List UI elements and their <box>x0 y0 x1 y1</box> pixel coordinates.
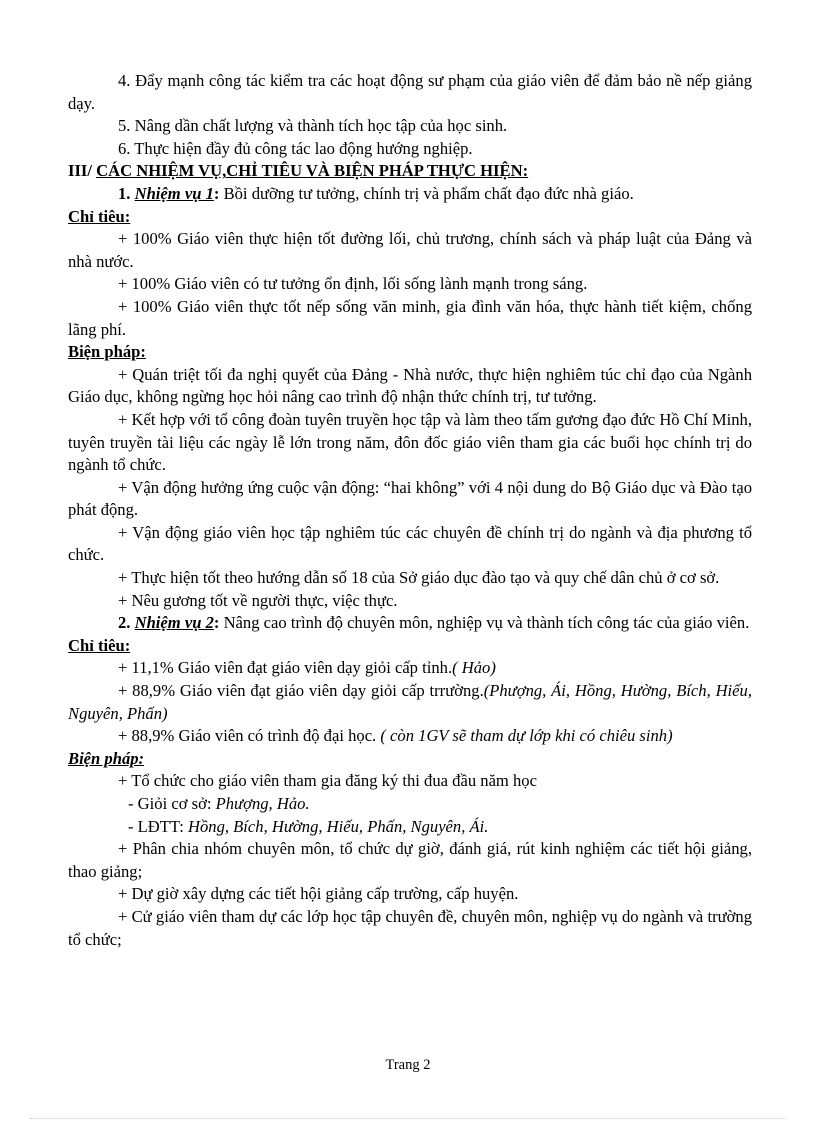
task1-measure-label: Biện pháp: <box>68 342 146 362</box>
task1-measure-6: + Nêu gương tốt về người thực, việc thực. <box>118 590 398 610</box>
task2-target-2: + 88,9% Giáo viên đạt giáo viên dạy giỏi cấp trrường.(Phượng, Ái, Hồng, Hường, Bích, Hiếu, Nguyên, Phấn) <box>68 681 752 723</box>
task1-measure-5: + Thực hiện tốt theo hướng dẫn số 18 của Sở giáo dục đào tạo và quy chế dân chủ ở cơ sở. <box>118 568 720 588</box>
task2-target-3: + 88,9% Giáo viên có trình độ đại học. ( còn 1GV sẽ tham dự lớp khi có chiêu sinh) <box>118 726 673 746</box>
task2-target-1: + 11,1% Giáo viên đạt giáo viên dạy giỏi cấp tỉnh.( Hảo) <box>118 658 496 678</box>
task1-target-label: Chỉ tiêu: <box>68 206 131 226</box>
page-edge-divider <box>30 1118 786 1119</box>
task2-measure-1a: - Giỏi cơ sở: Phượng, Hảo. <box>128 794 310 813</box>
task2-measure-1: + Tổ chức cho giáo viên tham gia đăng ký thi đua đầu năm học <box>118 771 537 791</box>
page-number: Trang 2 <box>385 1057 431 1073</box>
task2-measure-label: Biện pháp: <box>68 748 145 768</box>
task1-heading: 1. Nhiệm vụ 1: Bồi dưỡng tư tưởng, chính trị và phẩm chất đạo đức nhà giáo. <box>118 183 634 203</box>
task2-measure-1b: - LĐTT: Hồng, Bích, Hường, Hiếu, Phấn, Nguyên, Ái. <box>128 816 489 836</box>
task1-measure-1: + Quán triệt tối đa nghị quyết của Đảng - Nhà nước, thực hiện nghiêm túc chỉ đạo của Ngành Giáo dục, không ngừng học hỏi nâng cao trình độ nhận thức chính trị, tư tưởng. <box>68 364 752 407</box>
goal-6: 6. Thực hiện đầy đủ công tác lao động hướng nghiệp. <box>118 138 473 158</box>
task1-measure-4: + Vận động giáo viên học tập nghiêm túc các chuyên đề chính trị do ngành và địa phương tổ chức. <box>68 522 752 565</box>
task2-measure-3: + Dự giờ xây dựng các tiết hội giảng cấp trường, cấp huyện. <box>118 884 519 904</box>
task2-heading: 2. Nhiệm vụ 2: Nâng cao trình độ chuyên môn, nghiệp vụ và thành tích công tác của giáo viên. <box>118 613 750 633</box>
task2-measure-2: + Phân chia nhóm chuyên môn, tổ chức dự giờ, đánh giá, rút kinh nghiệm các tiết hội giảng, thao giảng; <box>68 839 752 881</box>
goal-5: 5. Nâng dần chất lượng và thành tích học tập của học sinh. <box>118 116 508 136</box>
section-heading: III/ CÁC NHIỆM VỤ,CHỈ TIÊU VÀ BIỆN PHÁP THỰC HIỆN: <box>68 161 529 181</box>
goal-4: 4. Đẩy mạnh công tác kiểm tra các hoạt động sư phạm của giáo viên để đảm bảo nề nếp giảng dạy. <box>68 71 752 113</box>
task1-target-3: + 100% Giáo viên thực tốt nếp sống văn minh, gia đình văn hóa, thực hành tiết kiệm, chống lãng phí. <box>68 296 752 339</box>
task1-target-1: + 100% Giáo viên thực hiện tốt đường lối, chủ trương, chính sách và pháp luật của Đảng và nhà nước. <box>68 229 752 271</box>
task1-measure-2: + Kết hợp với tổ công đoàn tuyên truyền học tập và làm theo tấm gương đạo đức Hồ Chí Minh, tuyên truyền tài liệu các ngày lễ lớn trong năm, đôn đốc giáo viên tham gia các buổi học chính trị do ngành tổ chức. <box>68 409 752 475</box>
task2-measure-4: + Cử giáo viên tham dự các lớp học tập chuyên đề, chuyên môn, nghiệp vụ do ngành và trường tổ chức; <box>68 906 752 949</box>
task1-measure-3: + Vận động hưởng ứng cuộc vận động: “hai không” với 4 nội dung do Bộ Giáo dục và Đào tạo phát động. <box>68 477 752 520</box>
document-page <box>68 70 752 951</box>
task2-target-label: Chỉ tiêu: <box>68 635 131 655</box>
task1-target-2: + 100% Giáo viên có tư tưởng ổn định, lối sống lành mạnh trong sáng. <box>118 274 588 294</box>
